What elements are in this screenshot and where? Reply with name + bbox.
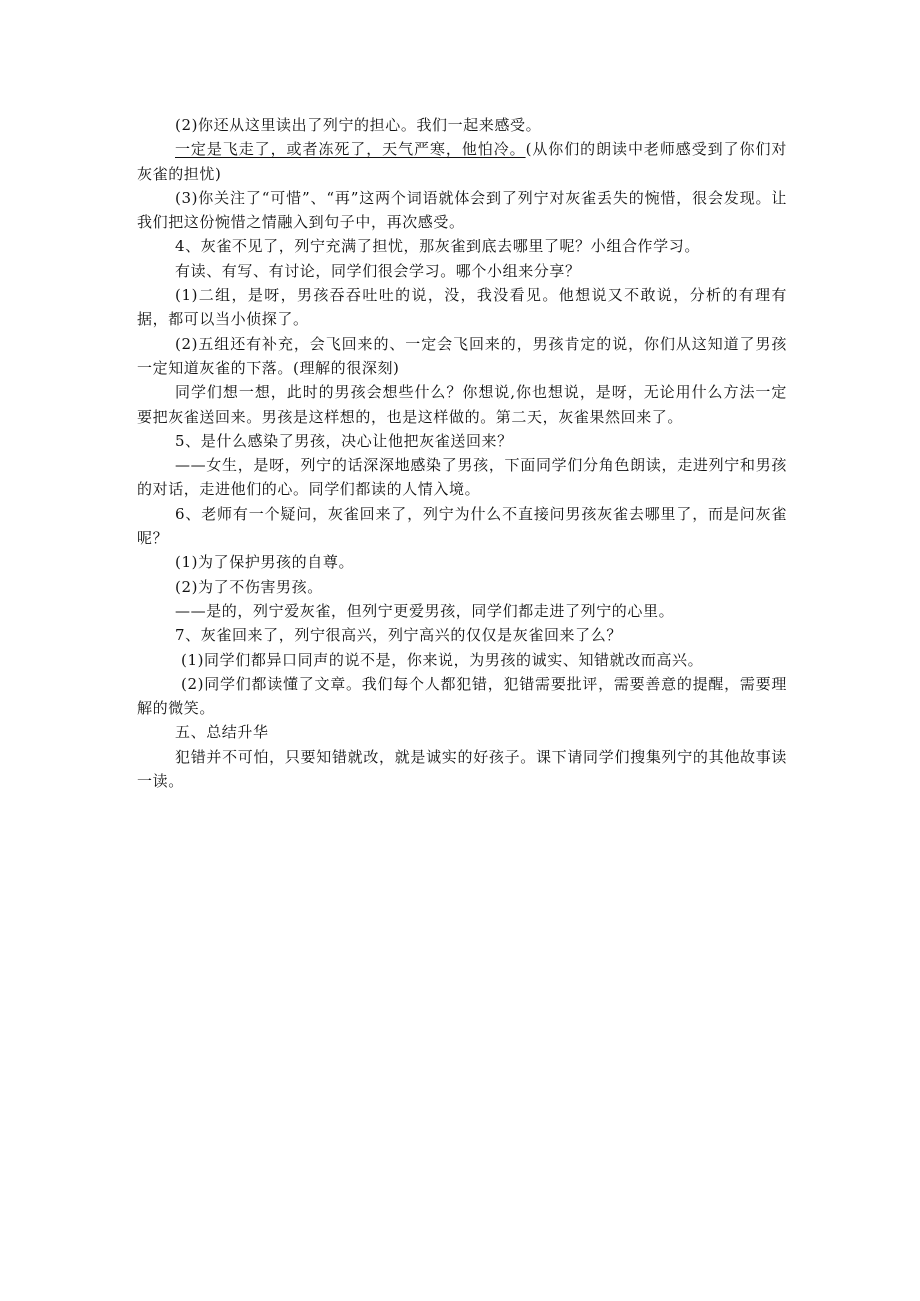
paragraph: 犯错并不可怕，只要知错就改，就是诚实的好孩子。课下请同学们搜集列宁的其他故事读一读。: [137, 747, 787, 791]
document-body: [137, 113, 787, 793]
underlined-sentence: 一定是飞走了，或者冻死了，天气严寒，他怕冷。: [175, 140, 526, 159]
paragraph: (2)同学们都读懂了文章。我们每个人都犯错，犯错需要批评，需要善意的提醒，需要理解的微笑。: [137, 674, 787, 718]
paragraph: 有读、有写、有讨论，同学们很会学习。哪个小组来分享？: [175, 261, 581, 280]
paragraph-underlined-quote: [137, 137, 787, 186]
paragraph: (1)二组，是呀，男孩吞吞吐吐的说，没，我没看见。他想说又不敢说，分析的有理有据，都可以当小侦探了。: [137, 286, 787, 329]
paragraph-remark: (从你们的朗读中老师感受到了你们对灰雀的担忧): [137, 140, 787, 183]
paragraph: 5、是什么感染了男孩，决心让他把灰雀送回来？: [175, 431, 513, 450]
section-heading: 五、总结升华: [175, 723, 269, 742]
paragraph: ——是的，列宁爱灰雀，但列宁更爱男孩，同学们都走进了列宁的心里。: [175, 601, 675, 620]
paragraph: 4、灰雀不见了，列宁充满了担忧，那灰雀到底去哪里了呢？小组合作学习。: [175, 237, 700, 256]
paragraph: 同学们想一想，此时的男孩会想些什么？你想说,你也想说，是呀，无论用什么方法一定要把灰雀送回来。男孩是这样想的，也是这样做的。第二天，灰雀果然回来了。: [137, 383, 787, 426]
paragraph: (2)五组还有补充，会飞回来的、一定会飞回来的，男孩肯定的说，你们从这知道了男孩一定知道灰雀的下落。(理解的很深刻): [137, 334, 787, 377]
paragraph: 7、灰雀回来了，列宁很高兴，列宁高兴的仅仅是灰雀回来了么？: [175, 626, 622, 645]
paragraph: (1)同学们都异口同声的说不是，你来说，为男孩的诚实、知错就改而高兴。: [181, 650, 704, 669]
paragraph: (2)你还从这里读出了列宁的担心。我们一起来感受。: [175, 116, 542, 134]
paragraph: (3)你关注了“可惜”、“再”这两个词语就体会到了列宁对灰雀丢失的惋惜，很会发现。让我们把这份惋惜之情融入到句子中，再次感受。: [137, 188, 787, 232]
paragraph: ——女生，是呀，列宁的话深深地感染了男孩，下面同学们分角色朗读，走进列宁和男孩的对话，走进他们的心。同学们都读的人情入境。: [137, 456, 787, 499]
paragraph: (2)为了不伤害男孩。: [175, 577, 323, 596]
paragraph: 6、老师有一个疑问，灰雀回来了，列宁为什么不直接问男孩灰雀去哪里了，而是问灰雀呢？: [137, 504, 787, 548]
paragraph: (1)为了保护男孩的自尊。: [175, 553, 355, 572]
